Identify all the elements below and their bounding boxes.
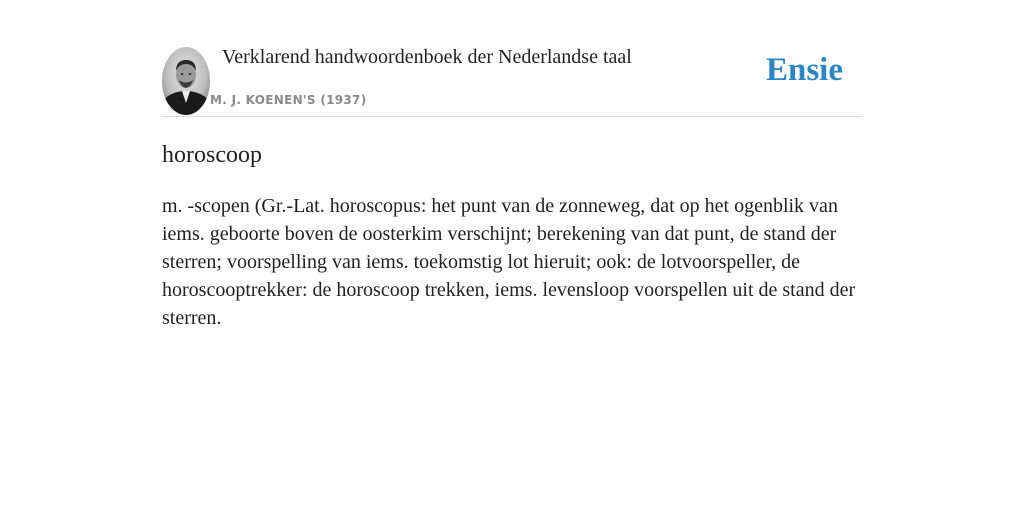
- ensie-logo-link[interactable]: Ensie: [765, 52, 843, 88]
- book-title: Verklarend handwoordenboek der Nederlandse taal: [222, 46, 632, 68]
- author-portrait-icon: [162, 47, 210, 115]
- entry-headword: horoscoop: [162, 142, 262, 168]
- page-header: [162, 0, 862, 117]
- entry-definition: m. -scopen (Gr.-Lat. horoscopus: het punt van de zonneweg, dat op het ogenblik van iems. geboorte boven de oosterkim verschijnt; berekening van dat punt, de stand der sterren; voorspelling van iems. toekomstig lot hieruit; ook: de lotvoorspeller, de horoscooptrekker: de horoscoop trekken, iems. levensloop voorspellen uit de stand der sterren.: [162, 195, 856, 329]
- page-content: [162, 0, 862, 329]
- book-subtitle: M. J. KOENEN'S (1937): [210, 93, 367, 107]
